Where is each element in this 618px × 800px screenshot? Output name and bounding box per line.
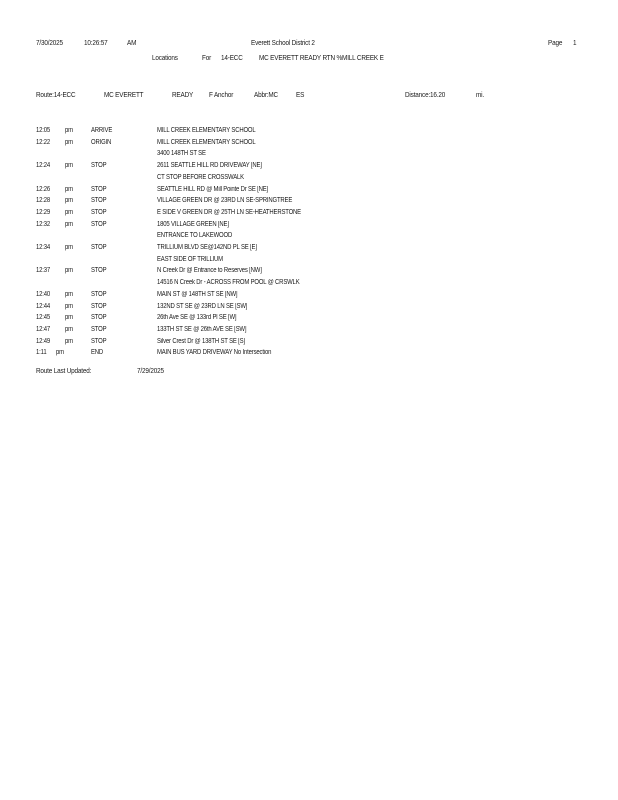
- stop-ampm: pm: [65, 162, 73, 170]
- stop-location-line: EAST SIDE OF TRILLIUM: [157, 255, 223, 263]
- stop-time: 12:32: [36, 220, 51, 228]
- stop-ampm: pm: [65, 302, 73, 310]
- stop-time: 12:26: [36, 185, 51, 193]
- stop-location-line: 2611 SEATTLE HILL RD DRIVEWAY [NE]: [157, 162, 262, 170]
- stop-location-line: E SIDE V GREEN DR @ 25TH LN SE-HEATHERSTONE: [157, 208, 301, 216]
- stop-type: STOP: [91, 220, 107, 228]
- stop-location-line: VILLAGE GREEN DR @ 23RD LN SE-SPRINGTREE: [157, 197, 293, 205]
- stop-type: STOP: [91, 337, 107, 345]
- stop-type: ARRIVE: [91, 127, 113, 134]
- stop-type: END: [91, 349, 104, 357]
- stop-ampm: pm: [65, 267, 73, 275]
- page-label: Page: [548, 38, 563, 47]
- stop-time: 12:29: [36, 208, 51, 216]
- stop-type: STOP: [91, 290, 107, 298]
- stop-location-line: TRILLIUM BLVD SE@142ND PL SE [E]: [157, 244, 257, 251]
- report-date: 7/30/2025: [36, 38, 63, 47]
- stop-location-line: N Creek Dr @ Entrance to Reserves [NW]: [157, 267, 262, 275]
- stop-location-line: CT STOP BEFORE CROSSWALK: [157, 173, 244, 181]
- stop-location-line: MAIN BUS YARD DRIVEWAY No Intersection: [157, 349, 272, 357]
- stop-location-line: 133TH ST SE @ 26th AVE SE [SW]: [157, 325, 247, 333]
- stop-ampm: pm: [56, 349, 64, 357]
- stop-ampm: pm: [65, 325, 73, 333]
- stop-ampm: pm: [65, 220, 73, 228]
- route-desc: MC EVERETT: [104, 90, 144, 99]
- stop-type: STOP: [91, 208, 107, 216]
- stop-location-line: Silver Crest Dr @ 138TH ST SE [S]: [157, 337, 245, 345]
- stop-location-line: MILL CREEK ELEMENTARY SCHOOL: [157, 138, 256, 146]
- stop-location-line: 132ND ST SE @ 23RD LN SE [SW]: [157, 302, 248, 310]
- stop-time: 12:22: [36, 138, 51, 146]
- stop-ampm: pm: [65, 185, 73, 193]
- for-label: For: [202, 53, 212, 62]
- stop-location-line: 3400 148TH ST SE: [157, 150, 206, 158]
- district-title: Everett School District 2: [251, 38, 315, 47]
- stop-ampm: pm: [65, 197, 73, 205]
- stop-type: STOP: [91, 314, 107, 322]
- report-time: 10:26:57: [84, 38, 108, 47]
- stop-ampm: pm: [65, 290, 73, 298]
- stop-location-line: ENTRANCE TO LAKEWOOD: [157, 232, 233, 240]
- stop-type: STOP: [91, 244, 107, 251]
- stop-location-line: MAIN ST @ 148TH ST SE [NW]: [157, 290, 238, 298]
- stop-ampm: pm: [65, 138, 73, 146]
- stop-time: 12:34: [36, 244, 51, 251]
- page-number: 1: [573, 38, 577, 47]
- route-id: Route:14-ECC: [36, 90, 76, 99]
- stop-time: 12:45: [36, 314, 51, 322]
- footer-date: 7/29/2025: [137, 366, 164, 375]
- stop-time: 12:24: [36, 162, 51, 170]
- stop-type: STOP: [91, 197, 107, 205]
- stop-time: 12:47: [36, 325, 51, 333]
- stop-time: 12:28: [36, 197, 51, 205]
- route-distance: Distance:16.20: [405, 90, 446, 99]
- stop-ampm: pm: [65, 208, 73, 216]
- stop-location-line: MILL CREEK ELEMENTARY SCHOOL: [157, 127, 256, 134]
- route-abbr: Abbr:MC: [254, 90, 278, 99]
- stop-location-line: 26th Ave SE @ 133rd Pl SE [W]: [157, 314, 237, 322]
- stop-time: 12:49: [36, 337, 51, 345]
- stop-location-line: SEATTLE HILL RD @ Mill Pointe Dr SE [NE]: [157, 185, 269, 193]
- stop-type: STOP: [91, 302, 107, 310]
- stop-type: STOP: [91, 325, 107, 333]
- stop-time: 12:37: [36, 267, 51, 275]
- stop-type: ORIGIN: [91, 138, 112, 146]
- stop-type: STOP: [91, 162, 107, 170]
- route-code: 14-ECC: [221, 53, 243, 62]
- route-anchor: F Anchor: [209, 90, 234, 99]
- footer-label: Route Last Updated:: [36, 366, 92, 375]
- stop-time: 12:40: [36, 290, 51, 298]
- route-distance-unit: mi.: [476, 90, 484, 99]
- locations-label: Locations: [152, 53, 178, 62]
- report-ampm: AM: [127, 38, 137, 47]
- stop-time: 12:05: [36, 127, 51, 134]
- stop-location-line: 14516 N Creek Dr - ACROSS FROM POOL @ CRSWLK: [157, 279, 300, 287]
- stop-type: STOP: [91, 267, 107, 275]
- stop-location-line: 1805 VILLAGE GREEN [NE]: [157, 220, 229, 228]
- route-ready: READY: [172, 90, 194, 99]
- stop-ampm: pm: [65, 244, 73, 251]
- route-description: MC EVERETT READY RTN %MILL CREEK E: [259, 53, 384, 62]
- stop-ampm: pm: [65, 337, 73, 345]
- stop-type: STOP: [91, 185, 107, 193]
- stop-time: 12:44: [36, 302, 51, 310]
- stop-ampm: pm: [65, 314, 73, 322]
- route-es: ES: [296, 90, 305, 99]
- stop-time: 1:11: [36, 349, 47, 357]
- stop-ampm: pm: [65, 127, 73, 134]
